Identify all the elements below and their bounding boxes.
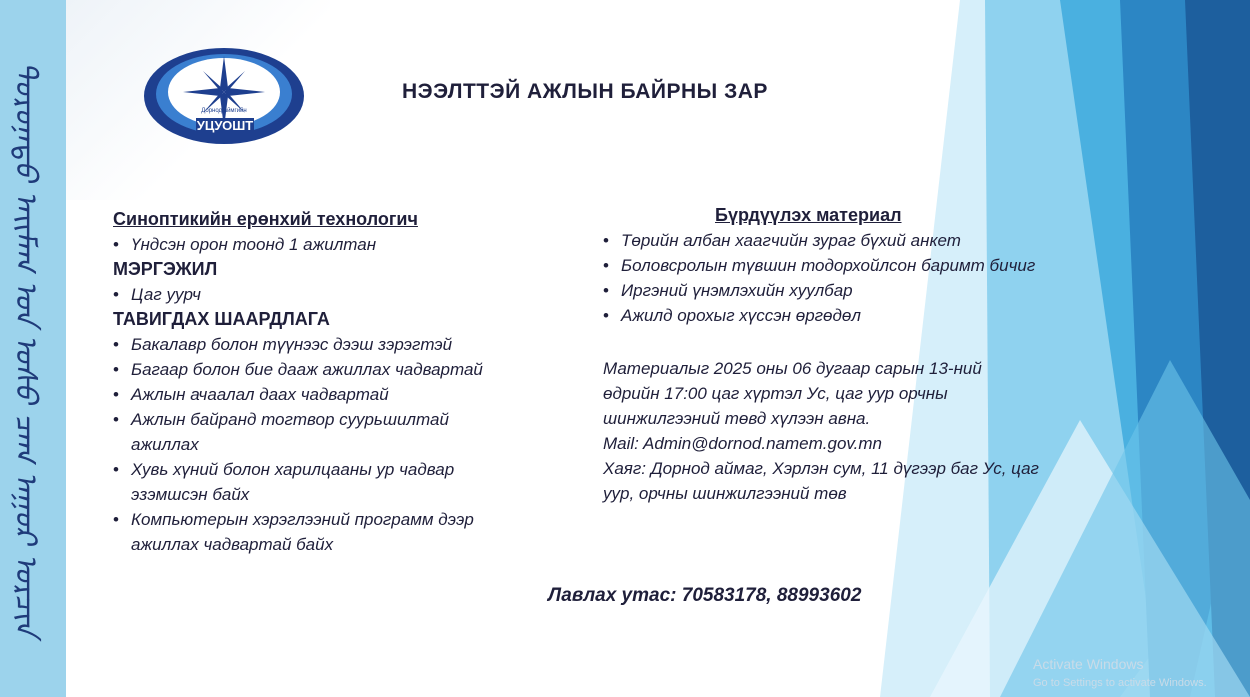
right-column — [603, 203, 1043, 506]
logo-caption: Дорнод аймгийн — [201, 108, 247, 114]
mail-text: Mail: Admin@dornod.namem.gov.mn — [603, 434, 882, 453]
page-title: НЭЭЛТТЭЙ АЖЛЫН БАЙРНЫ ЗАР — [402, 80, 768, 103]
list-item: • Цаг уурч — [113, 282, 533, 307]
list-item: • Үндсэн орон тоонд 1 ажилтан — [113, 232, 533, 257]
profession-heading: МЭРГЭЖИЛ — [113, 259, 218, 279]
left-column — [113, 207, 533, 557]
address-text: Хаяг: Дорнод аймаг, Хэрлэн сум, 11 дүгээр баг Ус, цаг уур, орчны шинжилгээний төв — [603, 459, 1039, 503]
list-item: • Боловсролын түвшин тодорхойлсон баримт бичиг — [603, 253, 1043, 278]
mongolian-script-text: ᠳᠣᠷᠣᠨᠠᠳᠤ ᠠᠢᠮᠠᠭ ᠤᠨ ᠤᠰᠤ ᠴᠠᠭ ᠠᠭᠤᠷ ᠣᠷᠴᠢᠨ — [7, 61, 43, 636]
materials-heading: Бүрдүүлэх материал — [715, 205, 902, 225]
list-item: • Ажлын байранд тогтвор суурьшилтай ажиллах — [113, 407, 508, 457]
activation-watermark-sub: Go to Settings to activate Windows. — [1033, 677, 1207, 689]
list-item: • Хувь хүний болон харилцааны ур чадвар эзэмшсэн байх — [113, 457, 508, 507]
requirements-heading: ТАВИГДАХ ШААРДЛАГА — [113, 309, 330, 329]
activation-watermark: Activate Windows — [1033, 656, 1144, 672]
logo-name: УЦУОШТ — [196, 118, 254, 133]
profession-list — [113, 282, 533, 307]
list-item: • Багаар болон бие дааж ажиллах чадвартай — [113, 357, 508, 382]
materials-list — [603, 228, 1043, 328]
list-item: • Компьютерын хэрэглээний программ дээр ажиллах чадвартай байх — [113, 507, 508, 557]
list-item: • Төрийн албан хаагчийн зураг бүхий анкет — [603, 228, 1043, 253]
requirements-list — [113, 332, 508, 557]
list-item: • Бакалавр болон түүнээс дээш зэрэгтэй — [113, 332, 508, 357]
list-item: • Ажлын ачаалал даах чадвартай — [113, 382, 508, 407]
position-list — [113, 232, 533, 257]
deadline-text: Материалыг 2025 оны 06 дугаар сарын 13-ний өдрийн 17:00 цаг хүртэл Ус, цаг уур орчны шинжилгээний төвд хүлээн авна. — [603, 359, 982, 428]
list-item: • Ажилд орохыг хүссэн өргөдөл — [603, 303, 1043, 328]
phone-number: Лавлах утас: 70583178, 88993602 — [548, 585, 862, 606]
list-item: • Иргэний үнэмлэхийн хуулбар — [603, 278, 1043, 303]
position-title: Синоптикийн ерөнхий технологич — [113, 209, 418, 229]
